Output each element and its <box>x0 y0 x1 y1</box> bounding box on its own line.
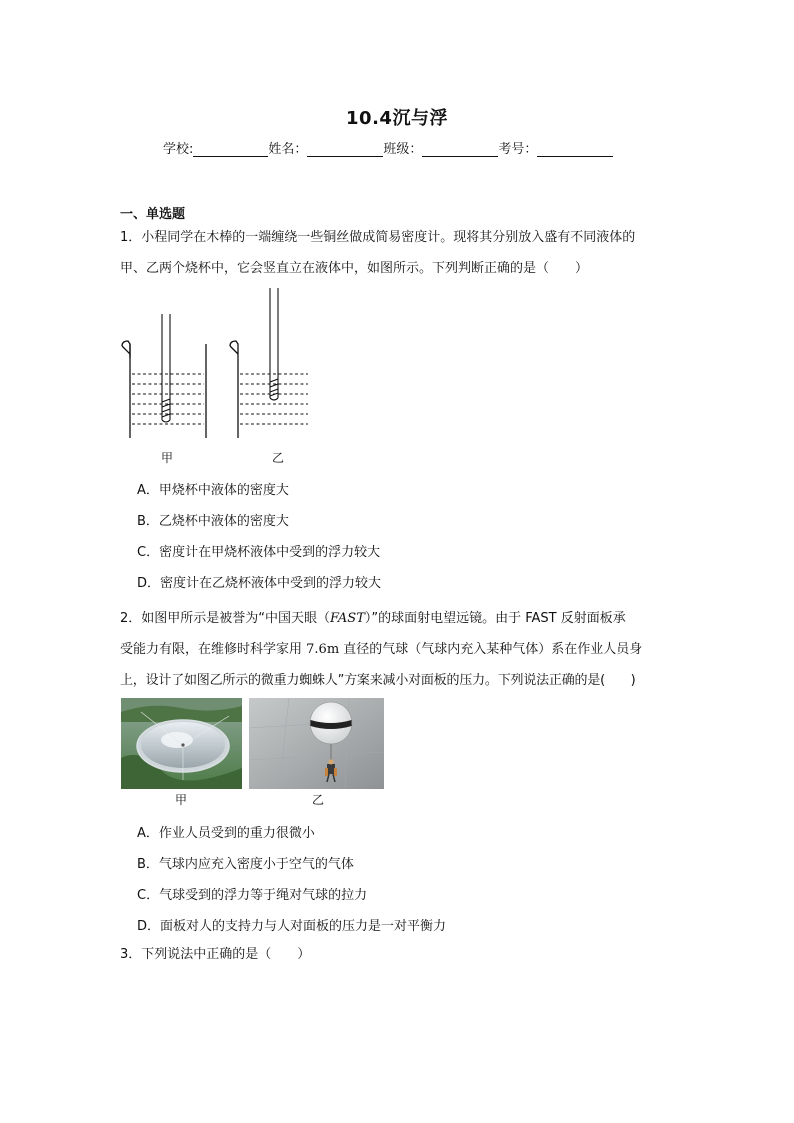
q2-line2 <box>120 634 680 665</box>
q2-line2-start: 受能力有限，在维修时科学家用 <box>120 642 307 657</box>
balloon-worker-photo <box>249 698 384 789</box>
liquid-lines-b <box>240 374 308 424</box>
q1-option-d[interactable]: D．密度计在乙烧杯液体中受到的浮力较大 <box>137 576 382 591</box>
q2-option-c[interactable]: C．气球受到的浮力等于绳对气球的拉力 <box>137 888 368 903</box>
q2-line2-end: 直径的气球（气球内充入某种气体）系在作业人员身 <box>339 642 643 657</box>
q2-option-d[interactable]: D．面板对人的支持力与人对面板的压力是一对平衡力 <box>137 919 447 934</box>
school-label: 学校: <box>163 142 194 157</box>
q1-option-a[interactable]: A．甲烧杯中液体的密度大 <box>137 483 289 498</box>
section-heading: 一、单选题 <box>120 207 186 222</box>
fast-telescope-photo <box>121 698 242 789</box>
liquid-lines-a <box>132 374 204 424</box>
beaker-a <box>122 341 206 438</box>
q2-line1 <box>120 603 680 634</box>
q2-line3: 上，设计了如图乙所示的微重力蜘蛛人”方案来减小对面板的压力。下列说法正确的是( ) <box>120 673 636 688</box>
fig1-label-b: 乙 <box>272 451 285 465</box>
number-blank[interactable] <box>537 142 613 157</box>
hydrometer-a <box>162 314 170 422</box>
q1-option-c[interactable]: C．密度计在甲烧杯液体中受到的浮力较大 <box>137 545 381 560</box>
name-blank[interactable] <box>307 142 383 157</box>
fig2-label-b: 乙 <box>312 793 325 807</box>
fig1-label-a: 甲 <box>161 451 174 465</box>
q1-line2: 甲、乙两个烧杯中，它会竖直立在液体中，如图所示。下列判断正确的是（ ） <box>120 261 589 276</box>
q2-fast-term: FAST <box>330 611 365 626</box>
student-info-line <box>163 138 613 157</box>
fig2-label-a: 甲 <box>175 793 188 807</box>
q1-line1: 1．小程同学在木棒的一端缠绕一些铜丝做成简易密度计。现将其分别放入盛有不同液体的 <box>120 230 636 245</box>
q2-option-a[interactable]: A．作业人员受到的重力很微小 <box>137 826 315 841</box>
class-label: 班级： <box>383 142 423 157</box>
school-blank[interactable] <box>193 142 268 157</box>
number-label: 考号： <box>498 142 538 157</box>
q2-diameter-value: 7.6m <box>306 642 340 657</box>
page-title: 10.4沉与浮 <box>346 108 448 129</box>
hydrometer-b <box>270 288 278 400</box>
q2-line1-start: 2．如图甲所示是被誉为“中国天眼（ <box>120 611 331 626</box>
q2-line1-end: ）”的球面射电望远镜。由于 FAST 反射面板承 <box>364 611 626 626</box>
q3-line1: 3．下列说法中正确的是（ ） <box>120 947 311 962</box>
beaker-b <box>230 341 308 438</box>
class-blank[interactable] <box>422 142 498 157</box>
q2-option-b[interactable]: B．气球内应充入密度小于空气的气体 <box>137 857 354 872</box>
q1-option-b[interactable]: B．乙烧杯中液体的密度大 <box>137 514 289 529</box>
beaker-figure <box>118 286 308 438</box>
name-label: 姓名： <box>268 142 308 157</box>
